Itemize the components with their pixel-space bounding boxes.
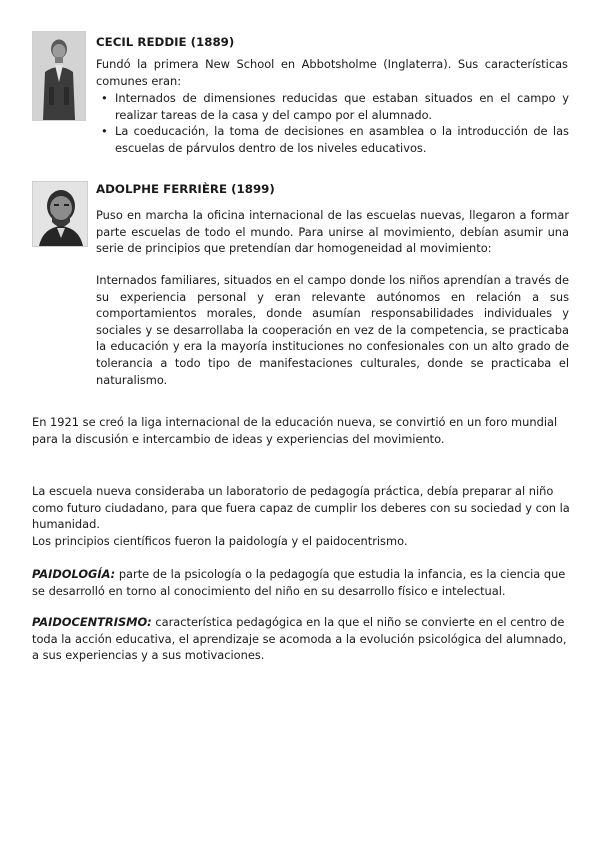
paragraph-liga: En 1921 se creó la liga internacional de la educación nueva, se convirtió en un foro mundial para la discusión e intercambio de ideas y experiencias del movimiento.: [32, 415, 558, 446]
section-intro-adolphe-ferriere: Puso en marcha la oficina internacional de las escuelas nuevas, llegaron a formar parte escuelas de todo el mundo. Para unirse al movimiento, debían asumir una serie de principios que pretendían dar homogeneidad al movimiento:: [96, 208, 569, 256]
list-item: • La coeducación, la toma de decisiones en asamblea o la introducción de las escuelas de párvulos dentro de los niveles educativos.: [96, 123, 569, 156]
section-title-cecil-reddie: CECIL REDDIE (1889): [96, 35, 235, 49]
portrait-cecil-reddie: [32, 31, 86, 121]
list-item: • Internados de dimensiones reducidas que estaban situados en el campo y realizar tareas de la casa y del campo por el alumnado.: [96, 90, 569, 123]
definition-text: característica pedagógica en la que el niño se convierte en el centro de toda la acción educativa, el aprendizaje se acomoda a la evolución psicológica del alumnado, a sus experiencias y a sus motivaciones.: [32, 615, 567, 663]
paragraph-laboratorio: [32, 483, 572, 549]
definition-term: PAIDOLOGÍA:: [32, 567, 116, 581]
definition-text: parte de la psicología o la pedagogía que estudia la infancia, es la ciencia que se desarrolló en torno al conocimiento del niño en su desarrollo físico e intelectual.: [32, 567, 566, 598]
section-body-adolphe-ferriere: Internados familiares, situados en el campo donde los niños aprendían a través de su experiencia personal y eran relevante autónomos en relación a sus comportamientos morales, donde asumían responsabilidades individuales y sociales y se desarrollaba la cooperación en vez de la competencia, se practicaba la educación y era la mayoría instituciones no confesionales con un alto grado de tolerancia a todo tipo de manifestaciones culturales, donde se practicaba el naturalismo.: [96, 273, 569, 387]
paragraph-laboratorio-text: La escuela nueva consideraba un laboratorio de pedagogía práctica, debía preparar al niño como futuro ciudadano, para que fuera capaz de cumplir los deberes con su sociedad y con la humanidad.: [32, 484, 570, 532]
paragraph-principios: Los principios científicos fueron la paidología y el paidocentrismo.: [32, 533, 408, 548]
definition-paidocentrismo: [32, 614, 572, 664]
portrait-adolphe-ferriere: [32, 181, 88, 247]
definition-paidologia: [32, 566, 572, 599]
section-intro-cecil-reddie: Fundó la primera New School en Abbotsholme (Inglaterra). Sus características comunes eran:: [96, 57, 568, 88]
bullet-list-cecil-reddie: [96, 90, 569, 156]
section-title-adolphe-ferriere: ADOLPHE FERRIÈRE (1899): [96, 182, 275, 196]
definition-term: PAIDOCENTRISMO:: [32, 615, 152, 629]
